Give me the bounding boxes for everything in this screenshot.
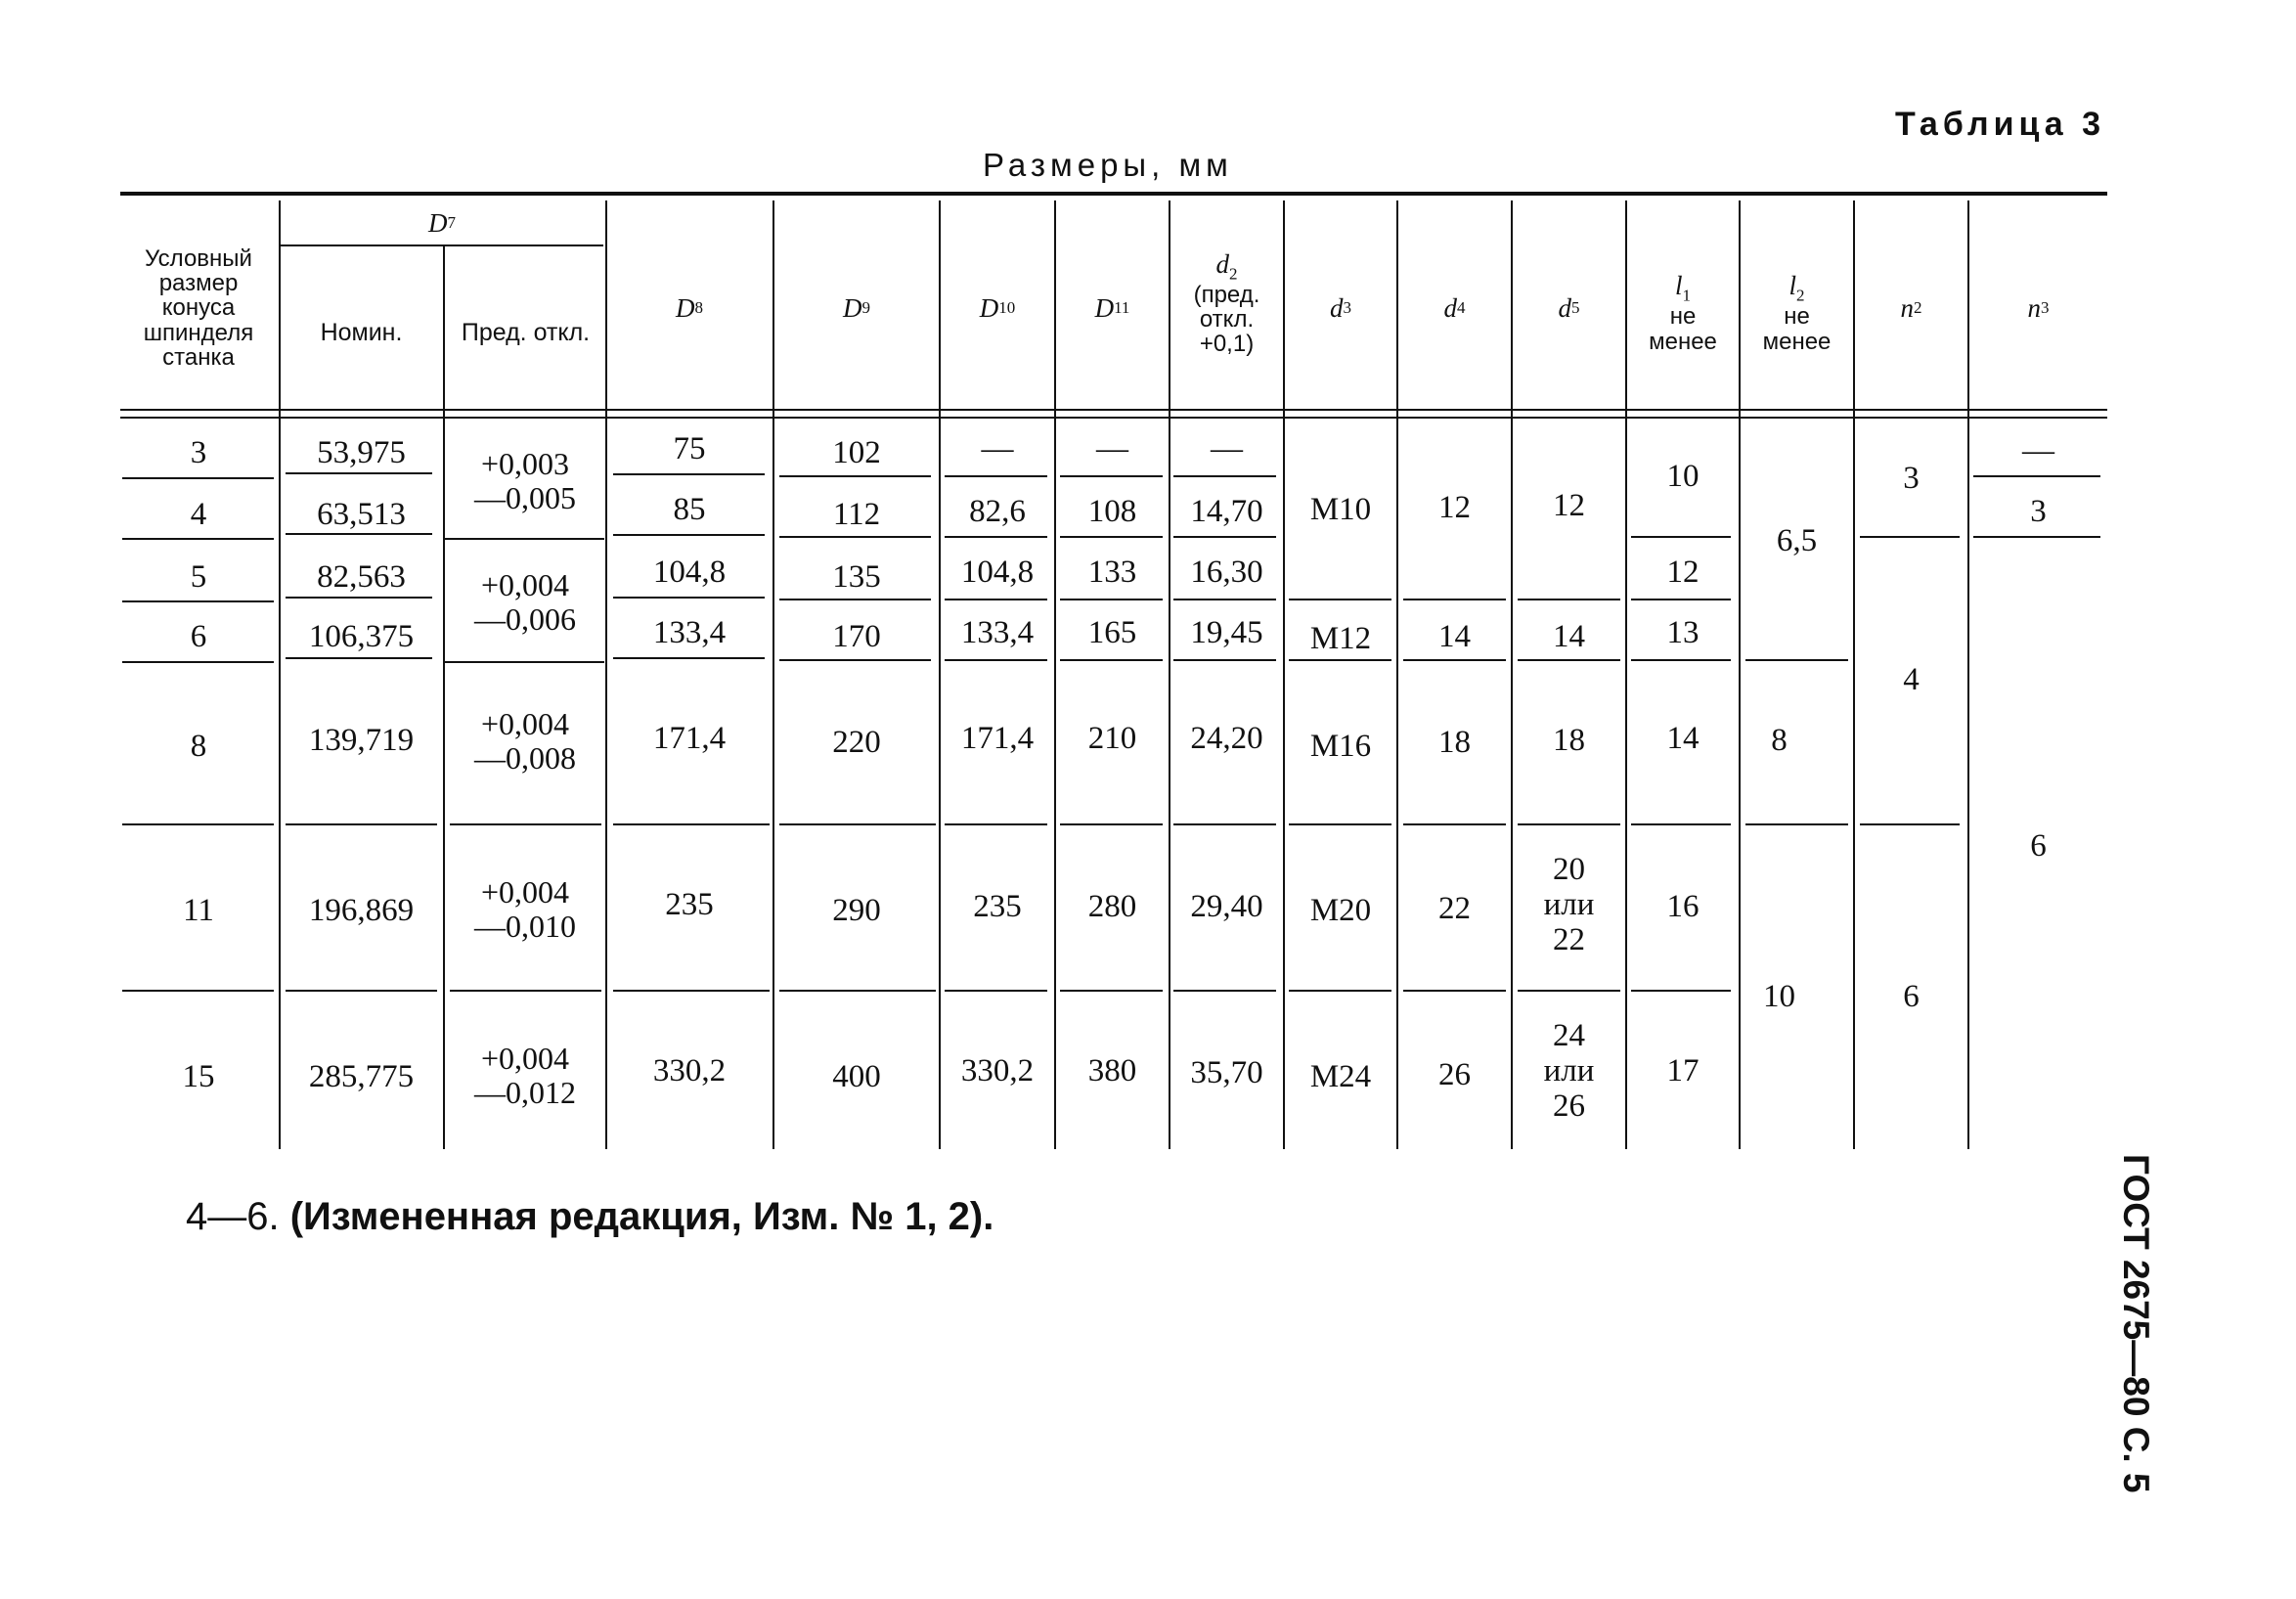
row-line <box>1289 599 1391 600</box>
row-line <box>122 477 274 479</box>
row-line <box>779 990 936 992</box>
cell-l1: 16 <box>1666 888 1700 924</box>
cell-d9: 112 <box>832 496 881 532</box>
tol-lower: —0,006 <box>474 601 576 637</box>
tol-upper: +0,004 <box>480 566 570 602</box>
row-line <box>122 823 274 825</box>
row-line <box>613 473 765 475</box>
cell-n2: 3 <box>1903 460 1920 496</box>
cell-d11: 133 <box>1087 554 1137 590</box>
header-l1-symbol: $l_1$ <box>1674 271 1691 305</box>
header-d2-symbol: $d_2$ <box>1215 248 1238 283</box>
row-line <box>286 990 437 992</box>
header-d7: D 7 <box>428 207 456 238</box>
header-d2-note: (пред. откл. +0,1) <box>1193 281 1260 358</box>
row-line <box>945 659 1047 661</box>
cell-d2: 29,40 <box>1190 888 1263 924</box>
row-line <box>779 823 936 825</box>
header-pred-otkl: Пред. откл. <box>461 318 591 346</box>
cell-pred-otkl <box>445 870 605 949</box>
cell-d11: 108 <box>1087 493 1137 529</box>
row-line <box>1403 659 1506 661</box>
cell-d11: 165 <box>1087 614 1137 650</box>
cell-nomin: 53,975 <box>317 434 406 470</box>
row-line <box>1860 823 1960 825</box>
header-rule-1 <box>120 409 2107 411</box>
cell-n2: 4 <box>1903 661 1920 697</box>
row-line <box>1173 823 1276 825</box>
cell-d4: 12 <box>1438 489 1471 525</box>
row-line <box>450 990 601 992</box>
cell-d9: 220 <box>832 724 881 760</box>
header-d8: D 8 <box>676 292 703 323</box>
row-line <box>613 823 770 825</box>
row-line <box>1060 990 1163 992</box>
tol-upper: +0,003 <box>480 445 570 481</box>
header-d5: d 5 <box>1558 292 1580 323</box>
cell-size: 4 <box>190 496 207 532</box>
cell-d8: 235 <box>665 886 714 922</box>
cell-nomin: 63,513 <box>317 496 406 532</box>
header-n3: n 3 <box>2027 292 2050 323</box>
col-line <box>605 200 607 1149</box>
cell-n2: 6 <box>1903 978 1920 1014</box>
row-line <box>1060 659 1163 661</box>
header-d2 <box>1170 244 1283 362</box>
row-line <box>450 823 601 825</box>
cell-d11: 280 <box>1087 888 1137 924</box>
row-line <box>122 661 274 663</box>
cell-pred-otkl <box>445 702 605 780</box>
cell-n3: — <box>2022 432 2054 468</box>
cell-d3: M24 <box>1309 1058 1372 1094</box>
row-line <box>122 600 274 602</box>
cell-d10: — <box>981 430 1014 466</box>
row-line <box>1631 823 1731 825</box>
cell-size: 11 <box>183 892 214 928</box>
cell-size: 5 <box>190 558 207 595</box>
header-d3: d 3 <box>1330 292 1351 323</box>
col-line <box>1283 200 1285 1149</box>
row-line <box>1631 990 1731 992</box>
cell-d5: 18 <box>1553 722 1585 758</box>
cell-l1: 12 <box>1666 554 1700 590</box>
row-line <box>1173 475 1276 477</box>
cell-d4: 18 <box>1438 724 1471 760</box>
row-line <box>1631 599 1731 600</box>
row-line <box>613 534 765 536</box>
row-line <box>779 659 931 661</box>
row-line <box>945 599 1047 600</box>
row-line <box>1173 990 1276 992</box>
cell-d8: 75 <box>673 430 706 466</box>
cell-d4: 26 <box>1438 1056 1471 1092</box>
row-line <box>1173 599 1276 600</box>
cell-d11: 210 <box>1087 720 1137 756</box>
cell-d3: M20 <box>1309 892 1372 928</box>
row-line <box>613 990 770 992</box>
cell-d2: 16,30 <box>1190 554 1263 590</box>
col-line <box>1511 200 1513 1149</box>
cell-d9: 290 <box>832 892 881 928</box>
cell-d2: 14,70 <box>1190 493 1263 529</box>
row-line <box>1745 823 1848 825</box>
cell-d8: 133,4 <box>652 614 727 650</box>
cell-d2: 19,45 <box>1190 614 1263 650</box>
tol-upper: +0,004 <box>480 705 570 741</box>
cell-d8: 330,2 <box>652 1052 727 1088</box>
tol-lower: —0,012 <box>474 1075 576 1110</box>
row-line <box>945 475 1047 477</box>
cell-d5: 12 <box>1553 487 1585 523</box>
cell-d10: 104,8 <box>960 554 1035 590</box>
cell-d2: 35,70 <box>1190 1054 1263 1090</box>
cell-d2: 24,20 <box>1190 720 1263 756</box>
cell-d9: 102 <box>832 434 881 470</box>
cell-d2: — <box>1211 430 1243 466</box>
cell-d3: M16 <box>1309 728 1372 764</box>
cell-l2: 8 <box>1771 722 1788 758</box>
cell-d8: 104,8 <box>652 554 727 590</box>
row-line <box>1060 599 1163 600</box>
cell-d5: 24 или 26 <box>1543 1017 1595 1125</box>
tol-lower: —0,008 <box>474 740 576 776</box>
cell-l2: 6,5 <box>1776 522 1818 558</box>
row-line <box>945 536 1047 538</box>
row-line <box>443 661 604 663</box>
row-line <box>613 597 765 599</box>
d7-group-rule <box>281 244 603 246</box>
row-line <box>1631 536 1731 538</box>
row-line <box>1518 823 1620 825</box>
cell-d9: 400 <box>832 1058 881 1094</box>
cell-size: 15 <box>182 1058 215 1094</box>
amendment-note <box>186 1195 993 1239</box>
row-line <box>1173 659 1276 661</box>
row-line <box>1518 990 1620 992</box>
row-line <box>286 823 437 825</box>
cell-d4: 14 <box>1438 618 1471 654</box>
amendment-text: (Измененная редакция, Изм. № 1, 2). <box>289 1195 994 1238</box>
cell-nomin: 285,775 <box>308 1058 415 1094</box>
gost-page-header: ГОСТ 2675—80 С. 5 <box>2116 1154 2156 1493</box>
cell-l1: 13 <box>1666 614 1700 650</box>
tol-upper: +0,004 <box>480 1040 570 1076</box>
row-line <box>1403 599 1506 600</box>
cell-pred-otkl <box>445 563 605 642</box>
cell-l1: 14 <box>1666 720 1700 756</box>
row-line <box>1060 536 1163 538</box>
cell-l2: 10 <box>1763 978 1795 1014</box>
row-line <box>1518 599 1620 600</box>
cell-d4: 22 <box>1438 890 1471 926</box>
cell-nomin: 106,375 <box>308 618 415 654</box>
cell-d10: 330,2 <box>960 1052 1035 1088</box>
cell-size: 6 <box>190 618 207 654</box>
cell-pred-otkl <box>445 442 605 520</box>
header-l1-note: не менее <box>1649 303 1717 355</box>
row-line <box>122 538 274 540</box>
header-l2-note: не менее <box>1762 303 1832 355</box>
cell-d10: 235 <box>973 888 1022 924</box>
top-rule <box>120 192 2107 196</box>
row-line <box>1060 823 1163 825</box>
header-d4: d 4 <box>1443 292 1466 323</box>
cell-d8: 85 <box>673 491 706 527</box>
row-line <box>1973 536 2100 538</box>
cell-d10: 171,4 <box>960 720 1035 756</box>
cell-l1: 10 <box>1666 458 1700 494</box>
row-line <box>443 538 604 540</box>
row-line <box>613 657 765 659</box>
row-line <box>1403 823 1506 825</box>
col-line <box>1396 200 1398 1149</box>
cell-nomin: 82,563 <box>317 558 406 595</box>
cell-pred-otkl <box>445 1037 605 1115</box>
header-l2 <box>1741 264 1853 362</box>
header-n2: n 2 <box>1900 292 1922 323</box>
row-line <box>1631 659 1731 661</box>
cell-d10: 133,4 <box>960 614 1035 650</box>
row-line <box>1289 823 1391 825</box>
cell-nomin: 139,719 <box>308 722 415 758</box>
row-line <box>1745 659 1848 661</box>
table-caption: Размеры, мм <box>983 147 1233 183</box>
cell-d3: M10 <box>1309 491 1372 527</box>
cell-d8: 171,4 <box>652 720 727 756</box>
row-line <box>1518 659 1620 661</box>
cell-d5: 20 или 22 <box>1543 851 1595 958</box>
col-line <box>939 200 941 1149</box>
cell-d3: M12 <box>1309 620 1372 656</box>
row-line <box>122 990 274 992</box>
row-line <box>945 823 1047 825</box>
row-line <box>1173 536 1276 538</box>
cell-n3: 3 <box>2030 493 2047 529</box>
tol-upper: +0,004 <box>480 873 570 910</box>
row-line <box>779 475 931 477</box>
cell-d9: 135 <box>832 558 881 595</box>
tol-lower: —0,010 <box>474 909 576 944</box>
cell-d11: 380 <box>1087 1052 1137 1088</box>
table-number: Таблица 3 <box>1895 106 2106 143</box>
header-l1 <box>1627 264 1739 362</box>
tol-lower: —0,005 <box>474 480 576 515</box>
row-line <box>1289 990 1391 992</box>
cell-d5: 14 <box>1553 618 1585 654</box>
header-l2-symbol: $l_2$ <box>1788 271 1805 305</box>
cell-size: 3 <box>190 434 207 470</box>
header-cone-size: Условный размер конуса шпинделя станка <box>143 245 254 371</box>
cell-d11: — <box>1096 430 1128 466</box>
cell-n3: 6 <box>2030 827 2047 864</box>
header-d11: D 11 <box>1094 292 1130 323</box>
row-line <box>1860 536 1960 538</box>
cell-d10: 82,6 <box>969 493 1026 529</box>
cell-d9: 170 <box>832 618 881 654</box>
header-d9: D 9 <box>843 292 870 323</box>
col-line <box>1967 200 1969 1149</box>
amendment-prefix: 4—6. <box>186 1195 280 1238</box>
cell-size: 8 <box>190 728 207 764</box>
row-line <box>1403 990 1506 992</box>
row-line <box>1973 475 2100 477</box>
col-line <box>1054 200 1056 1149</box>
cell-nomin: 196,869 <box>308 892 415 928</box>
row-line <box>1060 475 1163 477</box>
col-line <box>773 200 774 1149</box>
cell-l1: 17 <box>1666 1052 1700 1088</box>
header-d10: D 10 <box>979 292 1016 323</box>
row-line <box>945 990 1047 992</box>
header-nomin: Номин. <box>320 318 403 346</box>
col-line <box>443 246 445 1149</box>
header-rule-2 <box>120 417 2107 419</box>
